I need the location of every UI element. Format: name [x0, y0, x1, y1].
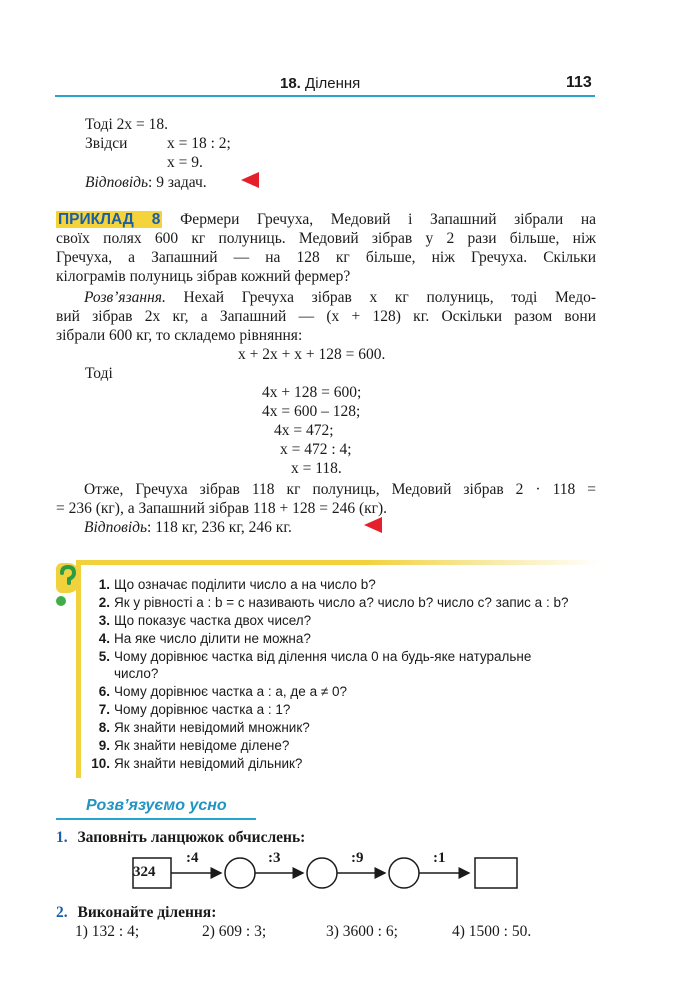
answer-line: [84, 518, 292, 537]
questions-frame-top: [76, 560, 600, 565]
task-text: Заповніть ланцюжок обчислень:: [77, 829, 306, 846]
equation-step: 4x = 472;: [274, 422, 334, 439]
example-problem-line: своїх полях 600 кг полуниць. Медовий зібрав у 2 рази більше, ніж: [56, 230, 596, 247]
question-item: 8. Як знайти невідомий множник?: [98, 720, 310, 735]
question-item: 3. Що показує частка двох чисел?: [98, 613, 312, 628]
chain-op-label: :1: [433, 850, 446, 866]
equation-step: 4x = 600 – 128;: [262, 403, 361, 420]
oral-section-underline: [56, 818, 256, 820]
solution-label: Розв’язання.: [84, 289, 166, 306]
answer-line: [85, 173, 207, 192]
division-item: 2) 609 : 3;: [202, 923, 267, 940]
question-item: 7. Чому дорівнює частка a : 1?: [98, 702, 291, 717]
solution-line: x = 18 : 2;: [167, 135, 231, 152]
chain-start-value: 324: [133, 864, 156, 880]
question-item: 5. Чому дорівнює частка від ділення числа 0 на будь-яке натуральне: [98, 649, 532, 664]
answer-label: Відповідь: [84, 519, 148, 536]
question-item: 6. Чому дорівнює частка a : a, де a ≠ 0?: [98, 684, 348, 699]
header-divider: [55, 95, 595, 97]
task-1: [56, 828, 305, 847]
question-item-continued: число?: [114, 666, 159, 681]
chain-circle[interactable]: [225, 858, 255, 888]
question-item: 10. Як знайти невідомий дільник?: [91, 756, 303, 771]
chain-op-label: :9: [351, 850, 364, 866]
example-problem-line: Гречуха, а Запашний — на 128 кг більше, ніж Гречуха. Скільки: [56, 249, 596, 266]
example-solution-line: вий зібрав 2x кг, а Запашний — (x + 128) кг. Оскільки разом вони: [56, 308, 596, 325]
calculation-chain: [125, 848, 525, 898]
equation-step: x = 472 : 4;: [280, 441, 352, 458]
example-solution-line: [56, 288, 596, 307]
equation-step: 4x + 128 = 600;: [262, 384, 362, 401]
task-number: 1.: [56, 829, 68, 846]
task-number: 2.: [56, 904, 68, 921]
end-marker-icon: [364, 517, 382, 533]
example-problem-line: [56, 210, 596, 229]
conclusion-line: [56, 480, 596, 499]
section-title: Ділення: [305, 75, 361, 92]
example-problem-line: кілограмів полуниць зібрав кожний фермер?: [56, 268, 351, 285]
oral-section-title: Розв’язуємо усно: [86, 797, 227, 814]
answer-text: : 118 кг, 236 кг, 246 кг.: [147, 519, 292, 536]
example-solution-line: зібрали 600 кг, то складемо рівняння:: [56, 327, 303, 344]
example-text: Фермери Гречуха, Медовий і Запашний зібрали на: [180, 211, 597, 228]
example-label: ПРИКЛАД 8: [58, 211, 161, 228]
solution-text: Нехай Гречуха зібрав x кг полуниць, тоді Медо-: [183, 289, 597, 306]
answer-label: Відповідь: [85, 174, 149, 191]
conclusion-text: Отже, Гречуха зібрав 118 кг полуниць, Медовий зібрав 2 · 118 =: [84, 481, 596, 498]
chain-op-label: :3: [268, 850, 281, 866]
solution-line: Звідси: [85, 135, 128, 152]
question-item: 1. Що означає поділити число a на число b?: [98, 577, 376, 592]
question-mark-icon: [56, 563, 80, 593]
page-number: 113: [566, 74, 592, 91]
section-number: 18.: [280, 75, 301, 92]
solution-line: x = 9.: [167, 154, 203, 171]
division-item: 1) 132 : 4;: [75, 923, 140, 940]
then-word: Тоді: [85, 365, 113, 382]
chain-end-box[interactable]: [475, 858, 517, 888]
task-2: [56, 903, 216, 922]
equation: x + 2x + x + 128 = 600.: [238, 346, 386, 363]
question-item: 4. На яке число ділити не можна?: [98, 631, 311, 646]
conclusion-line: = 236 (кг), а Запашний зібрав 118 + 128 = 246 (кг).: [56, 500, 388, 517]
task-text: Виконайте ділення:: [77, 904, 217, 921]
equation-step: x = 118.: [291, 460, 342, 477]
question-item: 2. Як у рівності a : b = c називають число a? число b? число c? запис a : b?: [98, 595, 569, 610]
questions-list: [88, 576, 568, 772]
end-marker-icon: [241, 172, 259, 188]
chain-op-label: :4: [186, 850, 199, 866]
section-header: [280, 75, 360, 92]
answer-text: : 9 задач.: [148, 174, 207, 191]
solution-line: Тоді 2x = 18.: [85, 116, 169, 133]
question-item: 9. Як знайти невідоме ділене?: [98, 738, 290, 753]
division-item: 4) 1500 : 50.: [452, 923, 532, 940]
division-item: 3) 3600 : 6;: [326, 923, 398, 940]
chain-circle[interactable]: [307, 858, 337, 888]
question-dot-icon: [56, 596, 66, 606]
chain-circle[interactable]: [389, 858, 419, 888]
